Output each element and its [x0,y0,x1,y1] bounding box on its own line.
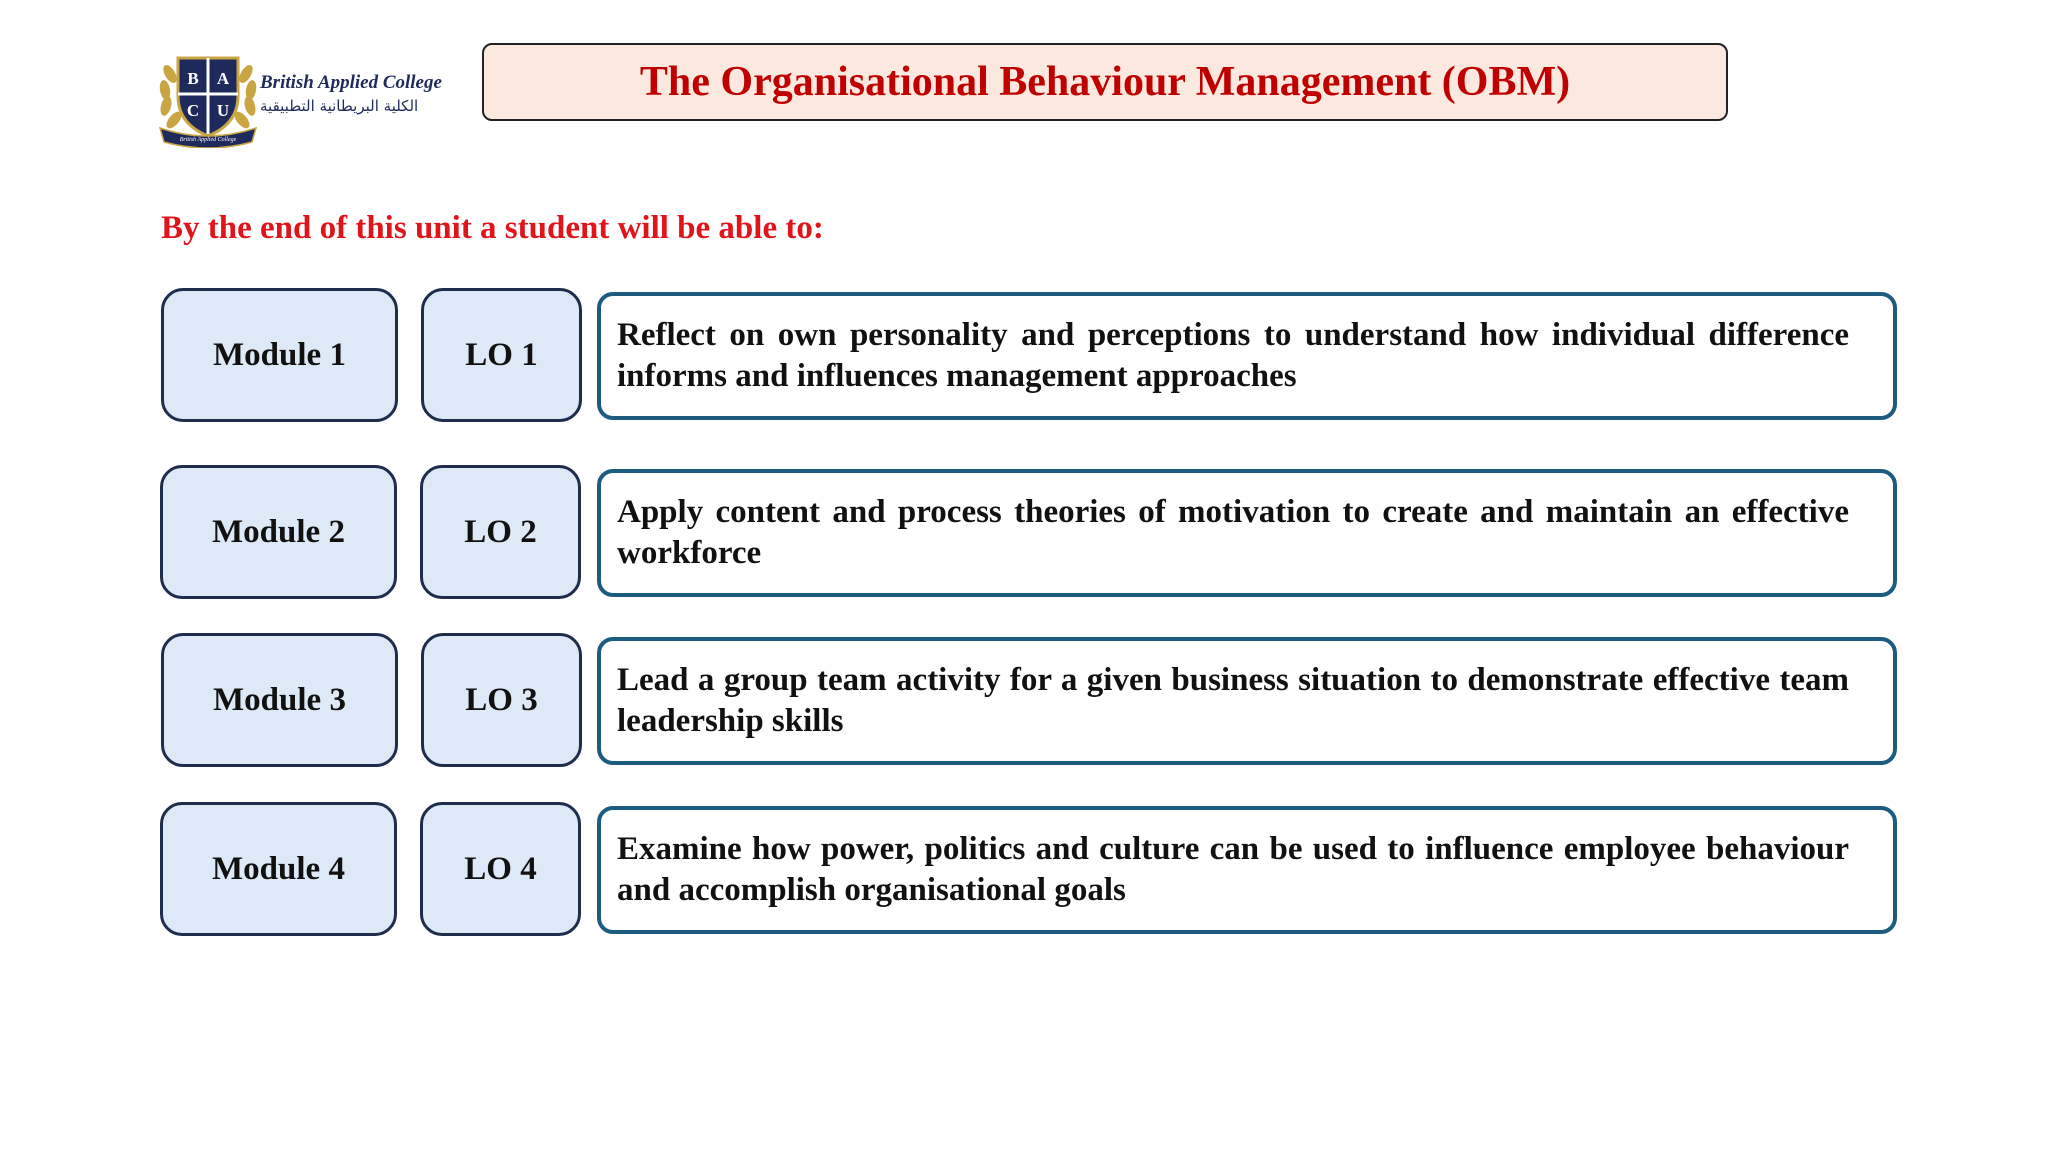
lo-description-1: Reflect on own personality and perceptions to understand how individual difference informs and influences management approaches [617,317,1849,394]
module-label-4: Module 4 [160,802,397,936]
lo-label-3: LO 3 [421,633,582,767]
lo-description-box-4 [597,806,1897,934]
college-logo [156,44,446,148]
title-banner [482,43,1728,121]
logo-name-en: British Applied College [260,72,442,93]
lo-description-box-1 [597,292,1897,420]
module-row-1 [0,288,2048,428]
lo-label-4: LO 4 [420,802,581,936]
module-row-3 [0,633,2048,773]
lo-label-1: LO 1 [421,288,582,422]
page-title: The Organisational Behaviour Management (OBM) [639,59,1571,105]
lo-label-2: LO 2 [420,465,581,599]
shield-letter-c: C [186,101,200,120]
lo-description-box-3 [597,637,1897,765]
shield-letter-u: U [216,101,230,120]
ribbon-text: British Applied College [179,137,237,143]
logo-name-ar: الكلية البريطانية التطبيقية [260,97,419,115]
shield-letter-b: B [187,69,199,88]
lo-description-4: Examine how power, politics and culture can be used to influence employee behaviour and accomplish organisational goals [617,831,1849,908]
shield-letter-a: A [216,69,230,88]
intro-heading: By the end of this unit a student will be able to: [161,210,824,246]
lo-description-2: Apply content and process theories of motivation to create and maintain an effective workforce [617,494,1849,571]
module-label-1: Module 1 [161,288,398,422]
lo-description-box-2 [597,469,1897,597]
module-label-2: Module 2 [160,465,397,599]
lo-description-3: Lead a group team activity for a given business situation to demonstrate effective team leadership skills [617,662,1849,739]
module-label-3: Module 3 [161,633,398,767]
module-row-2 [0,465,2048,605]
module-row-4 [0,802,2048,942]
college-crest-icon [156,44,260,148]
